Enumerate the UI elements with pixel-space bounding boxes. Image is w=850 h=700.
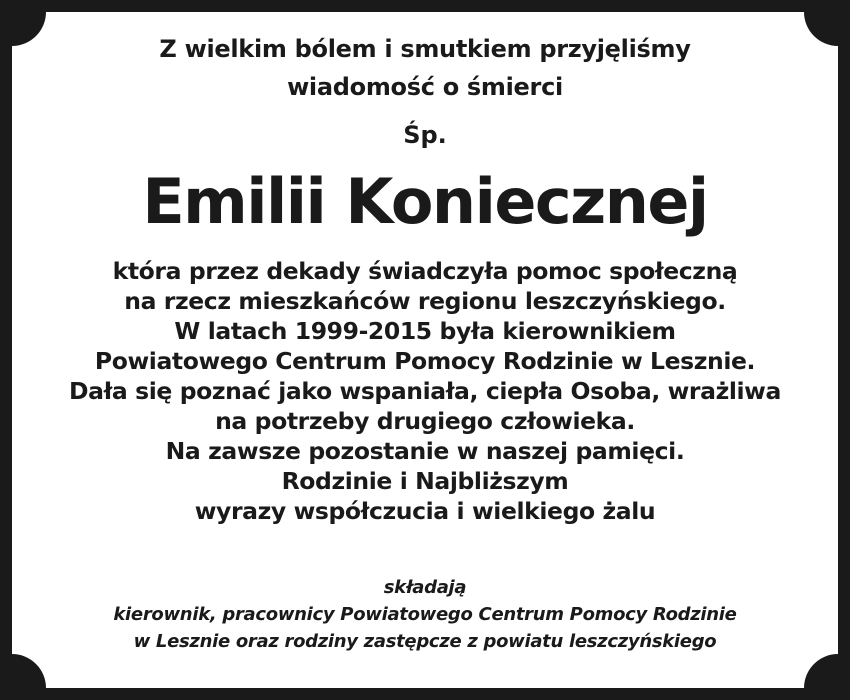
intro-line: wiadomość o śmierci <box>287 73 563 101</box>
signers-line: składają <box>383 577 467 598</box>
tribute-line: W latach 1999-2015 była kierownikiem <box>174 317 676 345</box>
tribute-line: wyrazy współczucia i wielkiego żalu <box>194 497 656 525</box>
tribute-line: na rzecz mieszkańców regionu leszczyńskiego. <box>124 287 726 315</box>
tribute-line: która przez dekady świadczyła pomoc społeczną <box>112 257 738 285</box>
signers-line: w Lesznie oraz rodziny zastępcze z powiatu leszczyńskiego <box>133 631 717 652</box>
signers-line: kierownik, pracownicy Powiatowego Centrum Pomocy Rodzinie <box>113 604 737 625</box>
tribute-line: na potrzeby drugiego człowieka. <box>215 407 635 435</box>
tribute-text <box>40 256 810 526</box>
tribute-line: Powiatowego Centrum Pomocy Rodzinie w Lesznie. <box>94 347 756 375</box>
deceased-name: Emilii Koniecznej <box>142 165 708 238</box>
tribute-line: Dała się poznać jako wspaniała, ciepła Osoba, wrażliwa <box>69 377 781 405</box>
tribute-line: Rodzinie i Najbliższym <box>281 467 569 495</box>
signers-text <box>40 574 810 655</box>
tribute-line: Na zawsze pozostanie w naszej pamięci. <box>165 437 685 465</box>
intro-line: Z wielkim bólem i smutkiem przyjęliśmy <box>159 35 691 63</box>
honorific: Śp. <box>403 121 447 149</box>
intro-text <box>40 30 810 106</box>
